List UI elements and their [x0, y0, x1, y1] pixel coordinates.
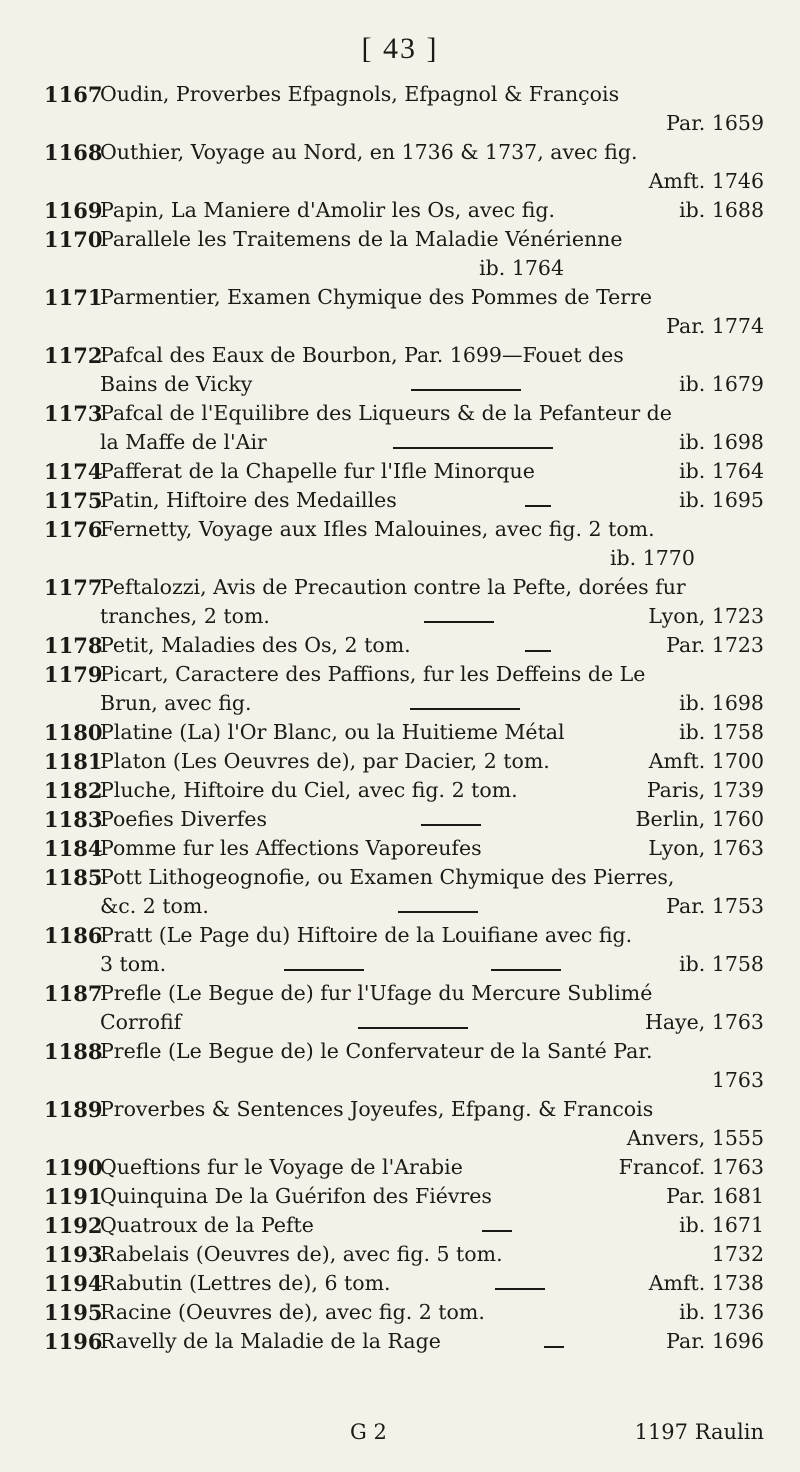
catalogue-entry [44, 863, 764, 921]
entry-imprint: Anvers, 1555 [626, 1126, 764, 1150]
catalogue-entry [44, 138, 764, 196]
entry-text: tranches, 2 tom. [100, 604, 270, 628]
entry-text: la Maffe de l'Air [100, 430, 267, 454]
catalogue-entry [44, 1095, 764, 1153]
catalogue-entry [44, 747, 764, 776]
entry-text: Rabelais (Oeuvres de), avec fig. 5 tom. [100, 1242, 503, 1266]
entry-text: Proverbes & Sentences Joyeufes, Efpang. & Francois [100, 1097, 654, 1121]
entry-text: Bains de Vicky [100, 372, 253, 396]
entry-number: 1192 [44, 1213, 103, 1238]
catalogue-entry [44, 283, 764, 341]
entry-imprint: Berlin, 1760 [635, 807, 764, 831]
catalogue-entry [44, 1153, 764, 1182]
entry-text: Quinquina De la Guérifon des Fiévres [100, 1184, 492, 1208]
entry-text: Pluche, Hiftoire du Ciel, avec fig. 2 tom. [100, 778, 518, 802]
catalogue-entry [44, 834, 764, 863]
entry-text: Papin, La Maniere d'Amolir les Os, avec fig. [100, 198, 556, 222]
entry-text: Parmentier, Examen Chymique des Pommes de Terre [100, 285, 653, 309]
entry-text: Outhier, Voyage au Nord, en 1736 & 1737, avec fig. [100, 140, 638, 164]
catalogue-entry [44, 1182, 764, 1211]
catchword: 1197 Raulin [634, 1420, 764, 1444]
entry-number: 1196 [44, 1329, 103, 1354]
entry-imprint: ib. 1758 [679, 720, 764, 744]
entry-text: Corrofif [100, 1010, 182, 1034]
entry-imprint: ib. 1764 [479, 256, 564, 280]
entry-text: Platon (Les Oeuvres de), par Dacier, 2 tom. [100, 749, 550, 773]
entry-text: Pafcal des Eaux de Bourbon, Par. 1699—Fouet des [100, 343, 624, 367]
catalogue-entry [44, 979, 764, 1037]
entry-imprint: Amft. 1700 [648, 749, 764, 773]
entry-number: 1184 [44, 836, 103, 861]
entry-number: 1170 [44, 227, 103, 252]
entry-number: 1178 [44, 633, 103, 658]
entry-number: 1188 [44, 1039, 103, 1064]
entry-number: 1179 [44, 662, 103, 687]
entry-imprint: Par. 1753 [666, 894, 764, 918]
dash-rule [284, 969, 364, 971]
dash-rule [544, 1346, 564, 1348]
catalogue-entry [44, 1211, 764, 1240]
entry-imprint: ib. 1698 [679, 430, 764, 454]
entry-imprint: ib. 1764 [679, 459, 764, 483]
entry-text: Peftalozzi, Avis de Precaution contre la Pefte, dorées fur [100, 575, 686, 599]
entry-text: Brun, avec fig. [100, 691, 252, 715]
entry-text: Parallele les Traitemens de la Maladie Vénérienne [100, 227, 623, 251]
dash-rule [421, 824, 481, 826]
entry-number: 1169 [44, 198, 103, 223]
entry-imprint: ib. 1736 [679, 1300, 764, 1324]
dash-rule [491, 969, 561, 971]
entry-imprint: Lyon, 1723 [648, 604, 764, 628]
catalogue-entry [44, 225, 764, 283]
entry-imprint: Par. 1696 [666, 1329, 764, 1353]
entry-text: Racine (Oeuvres de), avec fig. 2 tom. [100, 1300, 485, 1324]
entry-text: Quatroux de la Pefte [100, 1213, 314, 1237]
entry-imprint: Haye, 1763 [644, 1010, 764, 1034]
entry-imprint: ib. 1758 [679, 952, 764, 976]
catalogue-entry [44, 341, 764, 399]
entry-imprint: Par. 1723 [666, 633, 764, 657]
entry-text: Fernetty, Voyage aux Ifles Malouines, avec fig. 2 tom. [100, 517, 655, 541]
entry-imprint: ib. 1698 [679, 691, 764, 715]
entry-number: 1176 [44, 517, 103, 542]
entry-imprint: Paris, 1739 [646, 778, 764, 802]
signature-mark: G 2 [350, 1420, 387, 1444]
entry-text: Pafferat de la Chapelle fur l'Ifle Minorque [100, 459, 535, 483]
entry-text: Prefle (Le Begue de) le Confervateur de la Santé Par. [100, 1039, 653, 1063]
entry-imprint: ib. 1671 [679, 1213, 764, 1237]
dash-rule [482, 1230, 512, 1232]
page-number: [ 43 ] [361, 32, 439, 65]
dash-rule [410, 708, 520, 710]
entry-number: 1167 [44, 82, 103, 107]
entry-number: 1183 [44, 807, 103, 832]
catalogue-entry [44, 80, 764, 138]
entry-number: 1186 [44, 923, 103, 948]
entry-text: Petit, Maladies des Os, 2 tom. [100, 633, 411, 657]
dash-rule [393, 447, 553, 449]
entry-imprint: 1763 [711, 1068, 764, 1092]
catalogue-entry [44, 1298, 764, 1327]
catalogue-entry [44, 805, 764, 834]
catalogue-entry [44, 776, 764, 805]
entry-number: 1187 [44, 981, 103, 1006]
catalogue-entry [44, 196, 764, 225]
entry-text: Pott Lithogeognofie, ou Examen Chymique des Pierres, [100, 865, 675, 889]
entry-text: Oudin, Proverbes Efpagnols, Efpagnol & François [100, 82, 620, 106]
entry-number: 1191 [44, 1184, 103, 1209]
dash-rule [495, 1288, 545, 1290]
entry-number: 1190 [44, 1155, 103, 1180]
entry-text: Pafcal de l'Equilibre des Liqueurs & de la Pefanteur de [100, 401, 672, 425]
entry-imprint: ib. 1695 [679, 488, 764, 512]
catalogue-entry [44, 399, 764, 457]
entry-number: 1171 [44, 285, 103, 310]
entry-imprint: 1732 [711, 1242, 764, 1266]
dash-rule [411, 389, 521, 391]
entry-imprint: Amft. 1738 [648, 1271, 764, 1295]
entry-text: Patin, Hiftoire des Medailles [100, 488, 397, 512]
entry-number: 1189 [44, 1097, 103, 1122]
entry-number: 1180 [44, 720, 103, 745]
catalogue-entry [44, 1269, 764, 1298]
entry-imprint: ib. 1679 [679, 372, 764, 396]
catalogue-entry [44, 660, 764, 718]
entry-text: Picart, Caractere des Paffions, fur les Deffeins de Le [100, 662, 646, 686]
entry-number: 1173 [44, 401, 103, 426]
entry-imprint: Amft. 1746 [648, 169, 764, 193]
entry-number: 1193 [44, 1242, 103, 1267]
catalogue-entry [44, 457, 764, 486]
page-footer [100, 1420, 764, 1444]
entry-text: Rabutin (Lettres de), 6 tom. [100, 1271, 391, 1295]
catalogue-entry [44, 1240, 764, 1269]
entry-number: 1181 [44, 749, 103, 774]
dash-rule [525, 650, 551, 652]
dash-rule [358, 1027, 468, 1029]
catalogue-entry [44, 631, 764, 660]
entry-text: Ravelly de la Maladie de la Rage [100, 1329, 441, 1353]
entry-imprint: Lyon, 1763 [648, 836, 764, 860]
catalogue-entry [44, 1327, 764, 1356]
catalogue-entry [44, 921, 764, 979]
entry-imprint: Par. 1681 [666, 1184, 764, 1208]
entry-imprint: ib. 1770 [610, 546, 695, 570]
entry-number: 1177 [44, 575, 103, 600]
catalogue-entry [44, 515, 764, 573]
entry-text: &c. 2 tom. [100, 894, 209, 918]
dash-rule [525, 505, 551, 507]
entry-number: 1175 [44, 488, 103, 513]
entry-number: 1168 [44, 140, 103, 165]
catalogue-entry [44, 573, 764, 631]
entry-imprint: Par. 1659 [666, 111, 764, 135]
catalogue-entry [44, 1037, 764, 1095]
entry-number: 1172 [44, 343, 103, 368]
entry-imprint: ib. 1688 [679, 198, 764, 222]
entry-number: 1195 [44, 1300, 103, 1325]
entry-text: 3 tom. [100, 952, 167, 976]
entry-number: 1194 [44, 1271, 103, 1296]
entry-text: Pratt (Le Page du) Hiftoire de la Louifiane avec fig. [100, 923, 633, 947]
entry-number: 1185 [44, 865, 103, 890]
catalogue-entry [44, 718, 764, 747]
entry-text: Pomme fur les Affections Vaporeufes [100, 836, 482, 860]
catalogue-list [44, 80, 764, 1356]
entry-imprint: Francof. 1763 [618, 1155, 764, 1179]
entry-imprint: Par. 1774 [666, 314, 764, 338]
entry-text: Prefle (Le Begue de) fur l'Ufage du Mercure Sublimé [100, 981, 653, 1005]
entry-number: 1174 [44, 459, 103, 484]
dash-rule [398, 911, 478, 913]
entry-text: Platine (La) l'Or Blanc, ou la Huitieme Métal [100, 720, 565, 744]
catalogue-entry [44, 486, 764, 515]
entry-text: Poefies Diverfes [100, 807, 268, 831]
entry-text: Queftions fur le Voyage de l'Arabie [100, 1155, 463, 1179]
entry-number: 1182 [44, 778, 103, 803]
dash-rule [424, 621, 494, 623]
